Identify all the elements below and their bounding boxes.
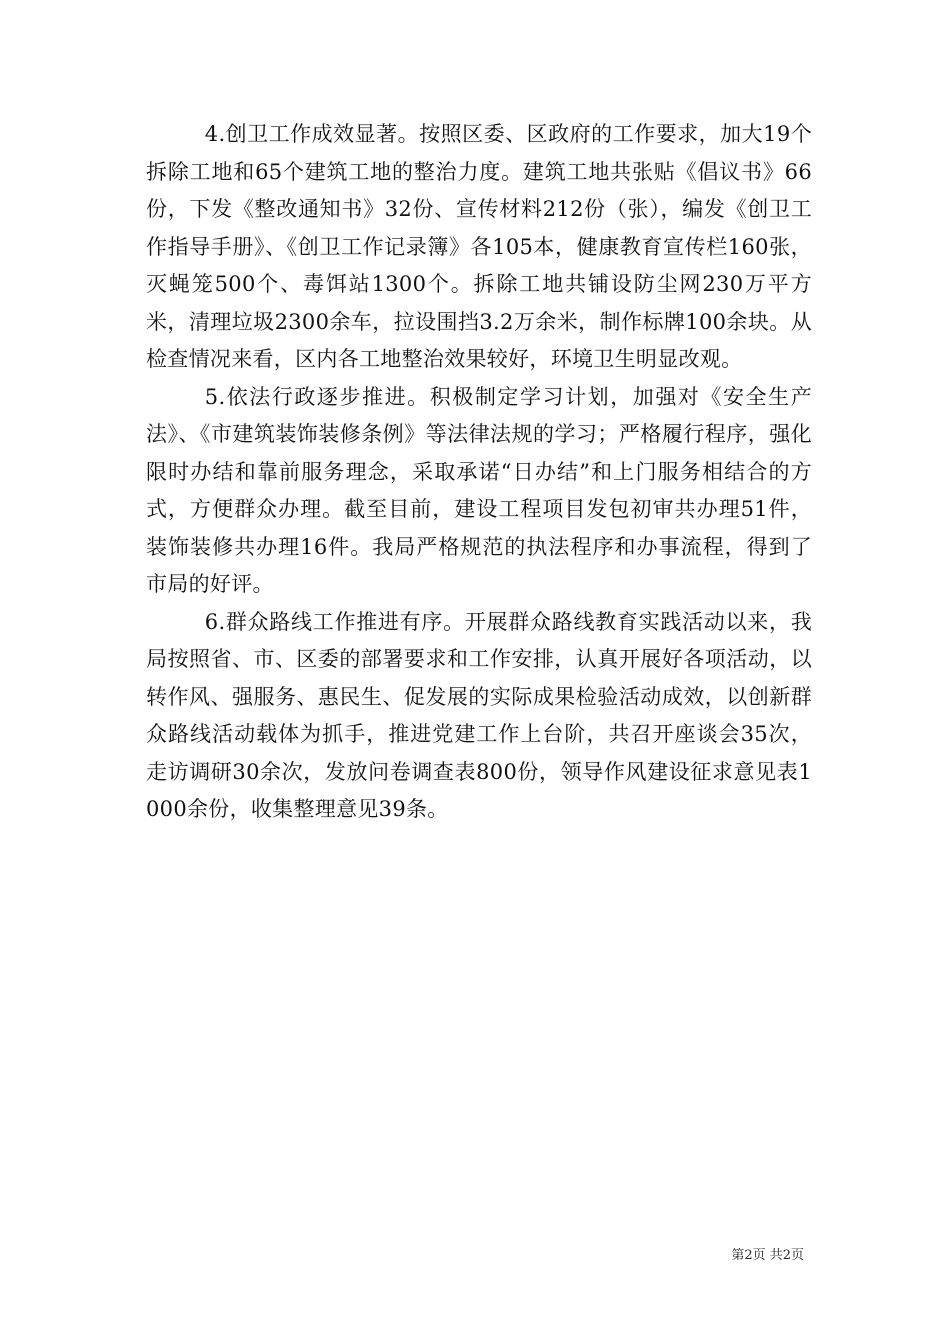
paragraph-sanitation-work: 4.创卫工作成效显著。按照区委、区政府的工作要求，加大19个拆除工地和65个建筑工地的整治力度。建筑工地共张贴《倡议书》66份，下发《整改通知书》32份、宣传材料212份（张），编发《创卫工作指导手册》、《创卫工作记录簿》各105本，健康教育宣传栏160张，灭蝇笼500个、毒饵站1300个。拆除工地共铺设防尘网230万平方米，清理垃圾2300余车，拉设围挡3.2万余米，制作标牌100余块。从检查情况来看，区内各工地整治效果较好，环境卫生明显改观。: [146, 122, 812, 371]
paragraph-lawful-administration: 5.依法行政逐步推进。积极制定学习计划，加强对《安全生产法》、《市建筑装饰装修条例》等法律法规的学习；严格履行程序，强化限时办结和靠前服务理念，采取承诺“日办结”和上门服务相结合的方式，方便群众办理。截至目前，建设工程项目发包初审共办理51件，装饰装修共办理16件。我局严格规范的执法程序和办事流程，得到了市局的好评。: [146, 384, 812, 596]
page-number-footer: 第2页 共2页: [731, 1248, 804, 1263]
paragraph-mass-line-work: 6.群众路线工作推进有序。开展群众路线教育实践活动以来，我局按照省、市、区委的部署要求和工作安排，认真开展好各项活动，以转作风、强服务、惠民生、促发展的实际成果检验活动成效，以创新群众路线活动载体为抓手，推进党建工作上台阶，共召开座谈会35次，走访调研30余次，发放问卷调查表800份，领导作风建设征求意见表1000余份，收集整理意见39条。: [146, 609, 812, 821]
document-body: [146, 116, 812, 829]
